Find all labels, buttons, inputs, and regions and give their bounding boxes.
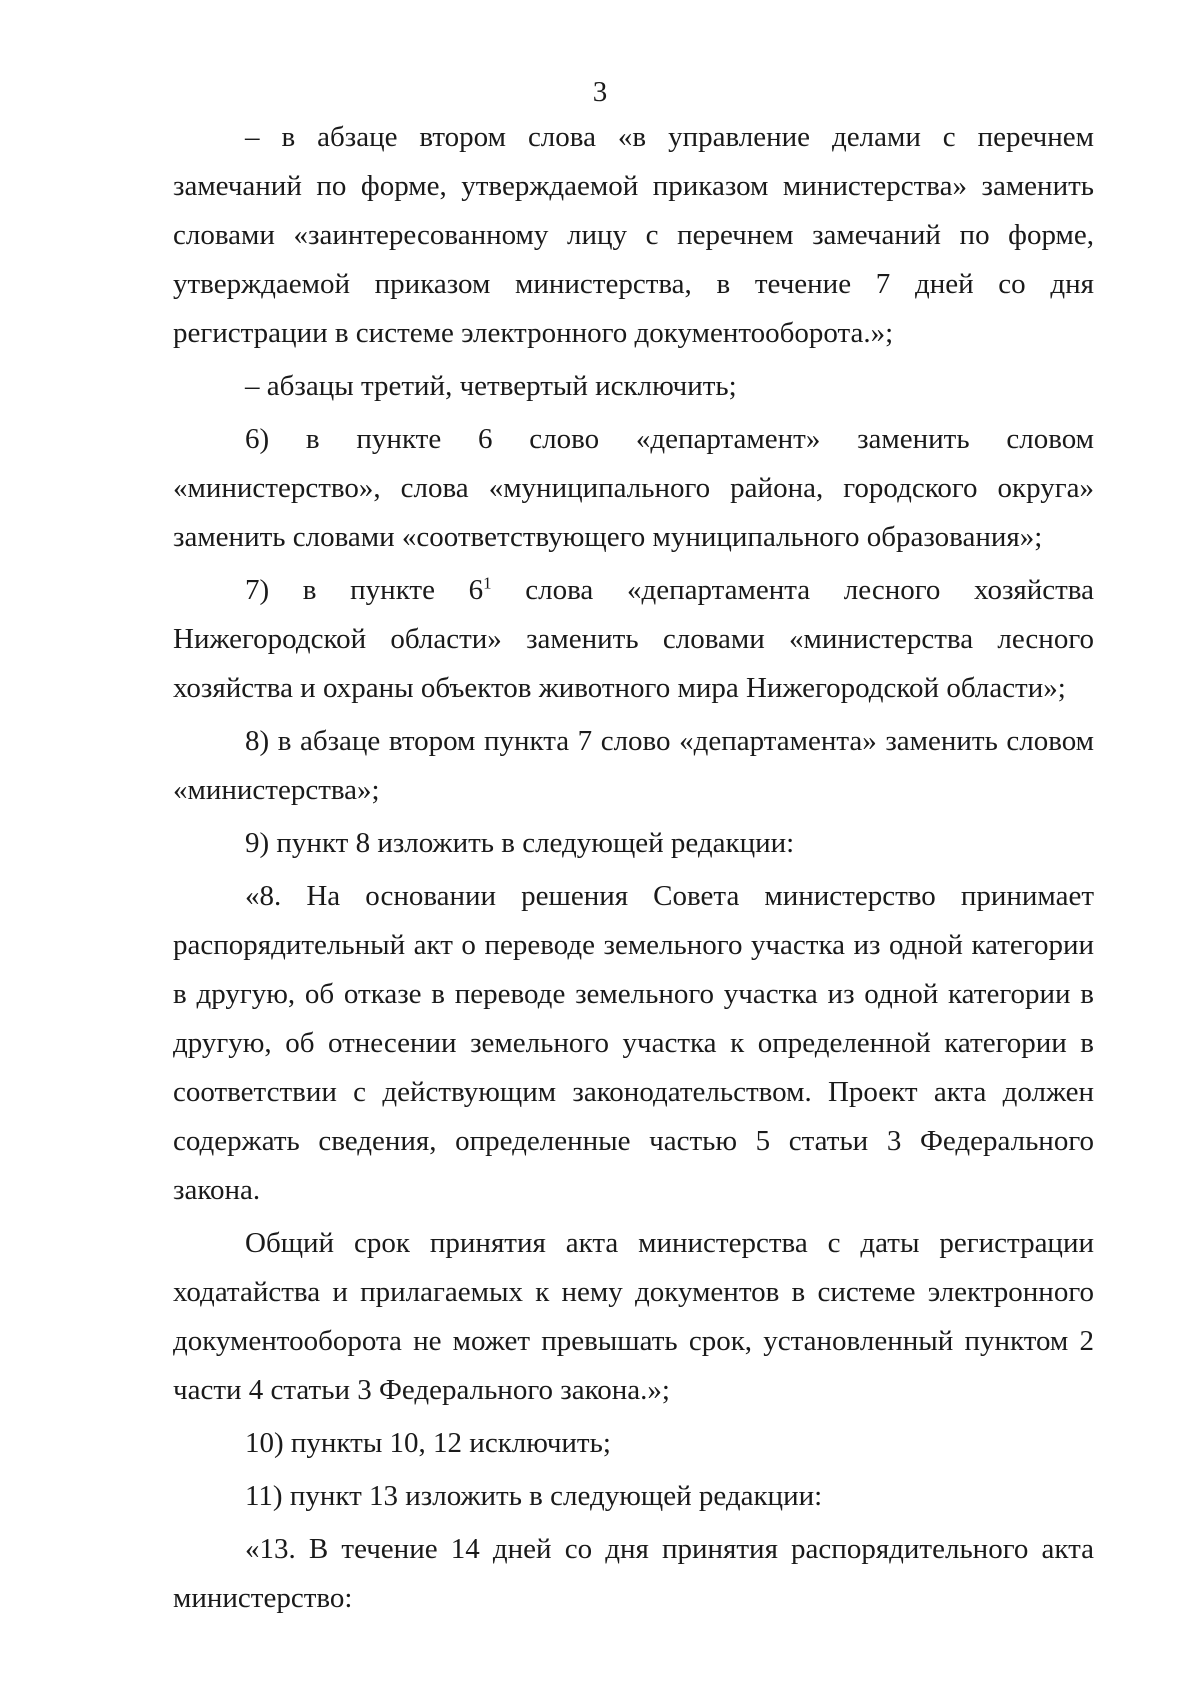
paragraph-item-8: 8) в абзаце втором пункта 7 слово «департамента» заменить словом «министерства»; xyxy=(173,725,1094,806)
paragraph-abzacy-isklyuchit: – абзацы третий, четвертый исключить; xyxy=(245,370,737,402)
paragraph-punkt-13-text: «13. В течение 14 дней со дня принятия распорядительного акта министерство: xyxy=(173,1533,1094,1614)
page-number: 3 xyxy=(592,76,608,108)
paragraph-punkt-8-text: «8. На основании решения Совета министерство принимает распорядительный акт о переводе земельного участка из одной категории в другую, об отказе в переводе земельного участка из одной категории в другую, об отнесении земельного участка к определенной категории в соответствии с действующим законодательством. Проект акта должен содержать сведения, определенные частью 5 статьи 3 Федерального закона. xyxy=(173,880,1094,1206)
paragraph-item-9: 9) пункт 8 изложить в следующей редакции: xyxy=(245,827,795,859)
paragraph-item-7 xyxy=(173,566,1094,713)
paragraph-item-10: 10) пункты 10, 12 исключить; xyxy=(245,1427,611,1459)
item-7-superscript: 1 xyxy=(483,573,492,593)
paragraph-obshchiy-srok: Общий срок принятия акта министерства с даты регистрации ходатайства и прилагаемых к нему документов в системе электронного документооборота не может превышать срок, установленный пунктом 2 части 4 статьи 3 Федерального закона.»; xyxy=(173,1227,1094,1406)
document-body xyxy=(173,113,1094,1627)
item-7-text-start: 7) в пункте 6 xyxy=(245,574,484,606)
paragraph-item-11: 11) пункт 13 изложить в следующей редакции: xyxy=(245,1480,823,1512)
paragraph-abzac-vtoroy: – в абзаце втором слова «в управление делами с перечнем замечаний по форме, утверждаемой приказом министерства» заменить словами «заинтересованному лицу с перечнем замечаний по форме, утверждаемой приказом министерства, в течение 7 дней со дня регистрации в системе электронного документооборота.»; xyxy=(173,121,1094,349)
item-7-text-end: слова «департамента лесного хозяйства Нижегородской области» заменить словами «министерства лесного хозяйства и охраны объектов животного мира Нижегородской области»; xyxy=(173,574,1094,704)
paragraph-item-6: 6) в пункте 6 слово «департамент» заменить словом «министерство», слова «муниципального района, городского округа» заменить словами «соответствующего муниципального образования»; xyxy=(173,423,1094,553)
